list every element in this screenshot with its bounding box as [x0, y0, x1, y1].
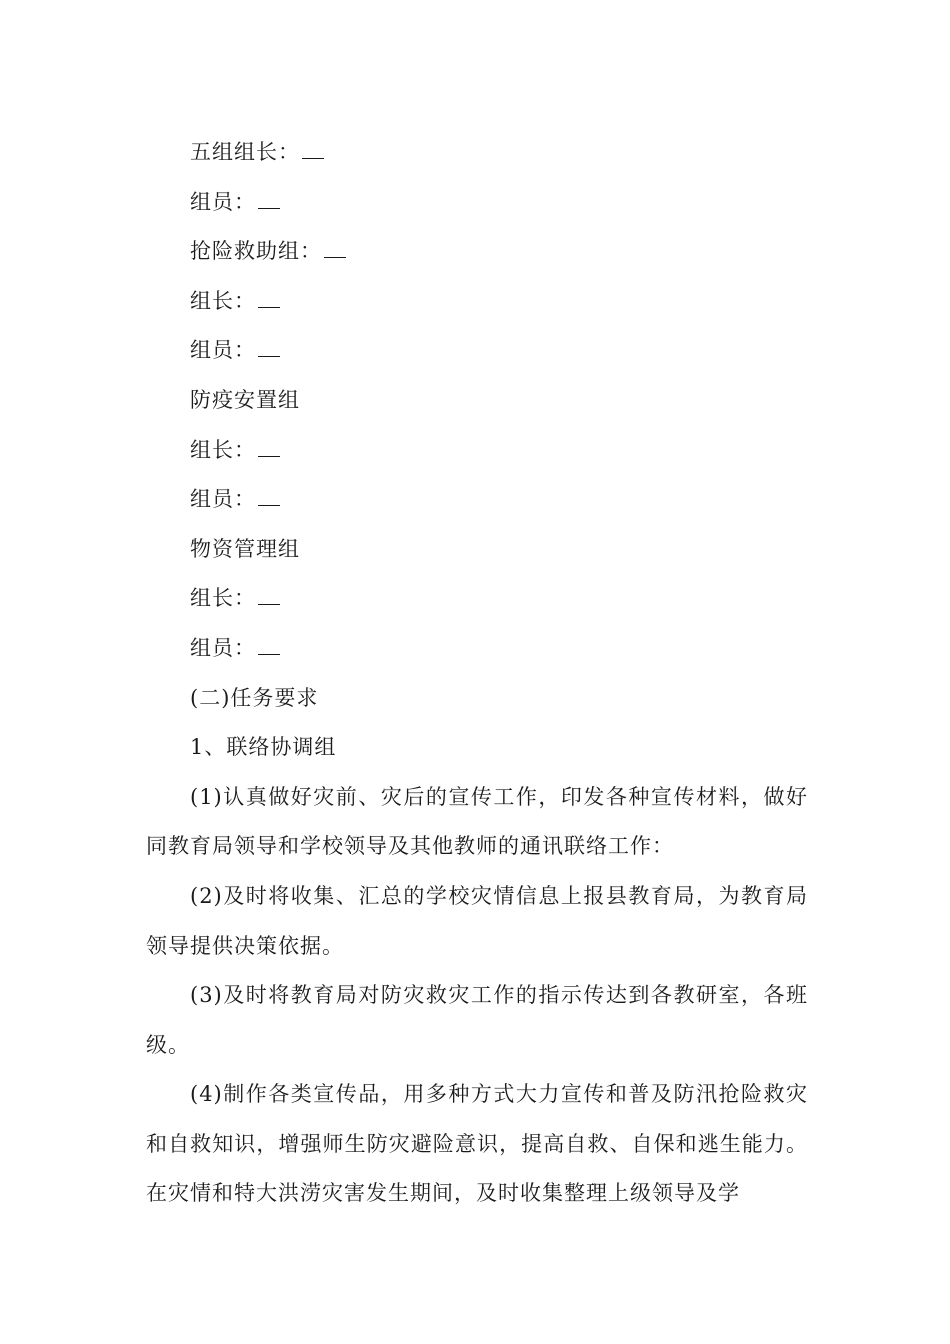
fill-blank: [258, 438, 280, 457]
fill-blank: [302, 140, 324, 159]
paragraph-item-4: (4)制作各类宣传品，用多种方式大力宣传和普及防汛抢险救灾和自救知识，增强师生防灾避险意识，提高自救、自保和逃生能力。在灾情和特大洪涝灾害发生期间，及时收集整理上级领导及学: [146, 1082, 808, 1206]
line-label: 防疫安置组: [190, 387, 300, 412]
line-label: 组员：: [190, 189, 256, 214]
fill-blank: [258, 289, 280, 308]
epidemic-group-heading: [146, 376, 808, 426]
fill-blank: [258, 190, 280, 209]
fill-blank: [258, 338, 280, 357]
supplies-leader-line: [146, 574, 808, 624]
line-label: 组员：: [190, 635, 256, 660]
line-label: 五组组长：: [190, 140, 300, 164]
fill-blank: [258, 636, 280, 655]
subsection-heading-liaison-group: [146, 723, 808, 773]
rescue-group-line: [146, 227, 808, 277]
epidemic-leader-line: [146, 426, 808, 476]
paragraph-item-1: (1)认真做好灾前、灾后的宣传工作，印发各种宣传材料，做好同教育局领导和学校领导及其他教师的通讯联络工作：: [146, 784, 808, 859]
document-page: [146, 128, 808, 1219]
line-label: 抢险救助组：: [190, 239, 322, 264]
section-heading-task-requirements: [146, 674, 808, 724]
line-label: 组长：: [190, 586, 256, 611]
fill-blank: [324, 239, 346, 258]
line-label: 组长：: [190, 288, 256, 313]
fill-blank: [258, 586, 280, 605]
paragraph-item-3: (3)及时将教育局对防灾救灾工作的指示传达到各教研室，各班级。: [146, 983, 808, 1057]
paragraph-item-2: (2)及时将收集、汇总的学校灾情信息上报县教育局，为教育局领导提供决策依据。: [146, 883, 808, 958]
group5-member-line: [146, 178, 808, 228]
epidemic-member-line: [146, 475, 808, 525]
rescue-leader-line: [146, 277, 808, 327]
rescue-member-line: [146, 326, 808, 376]
line-label: 1、联络协调组: [190, 735, 337, 760]
line-label: 物资管理组: [190, 536, 300, 561]
group5-leader-line: [146, 128, 808, 178]
line-label: 组员：: [190, 338, 256, 363]
fill-blank: [258, 487, 280, 506]
supplies-group-heading: [146, 525, 808, 575]
line-label: 组长：: [190, 437, 256, 462]
line-label: 组员：: [190, 487, 256, 512]
supplies-member-line: [146, 624, 808, 674]
line-label: (二)任务要求: [190, 685, 319, 710]
